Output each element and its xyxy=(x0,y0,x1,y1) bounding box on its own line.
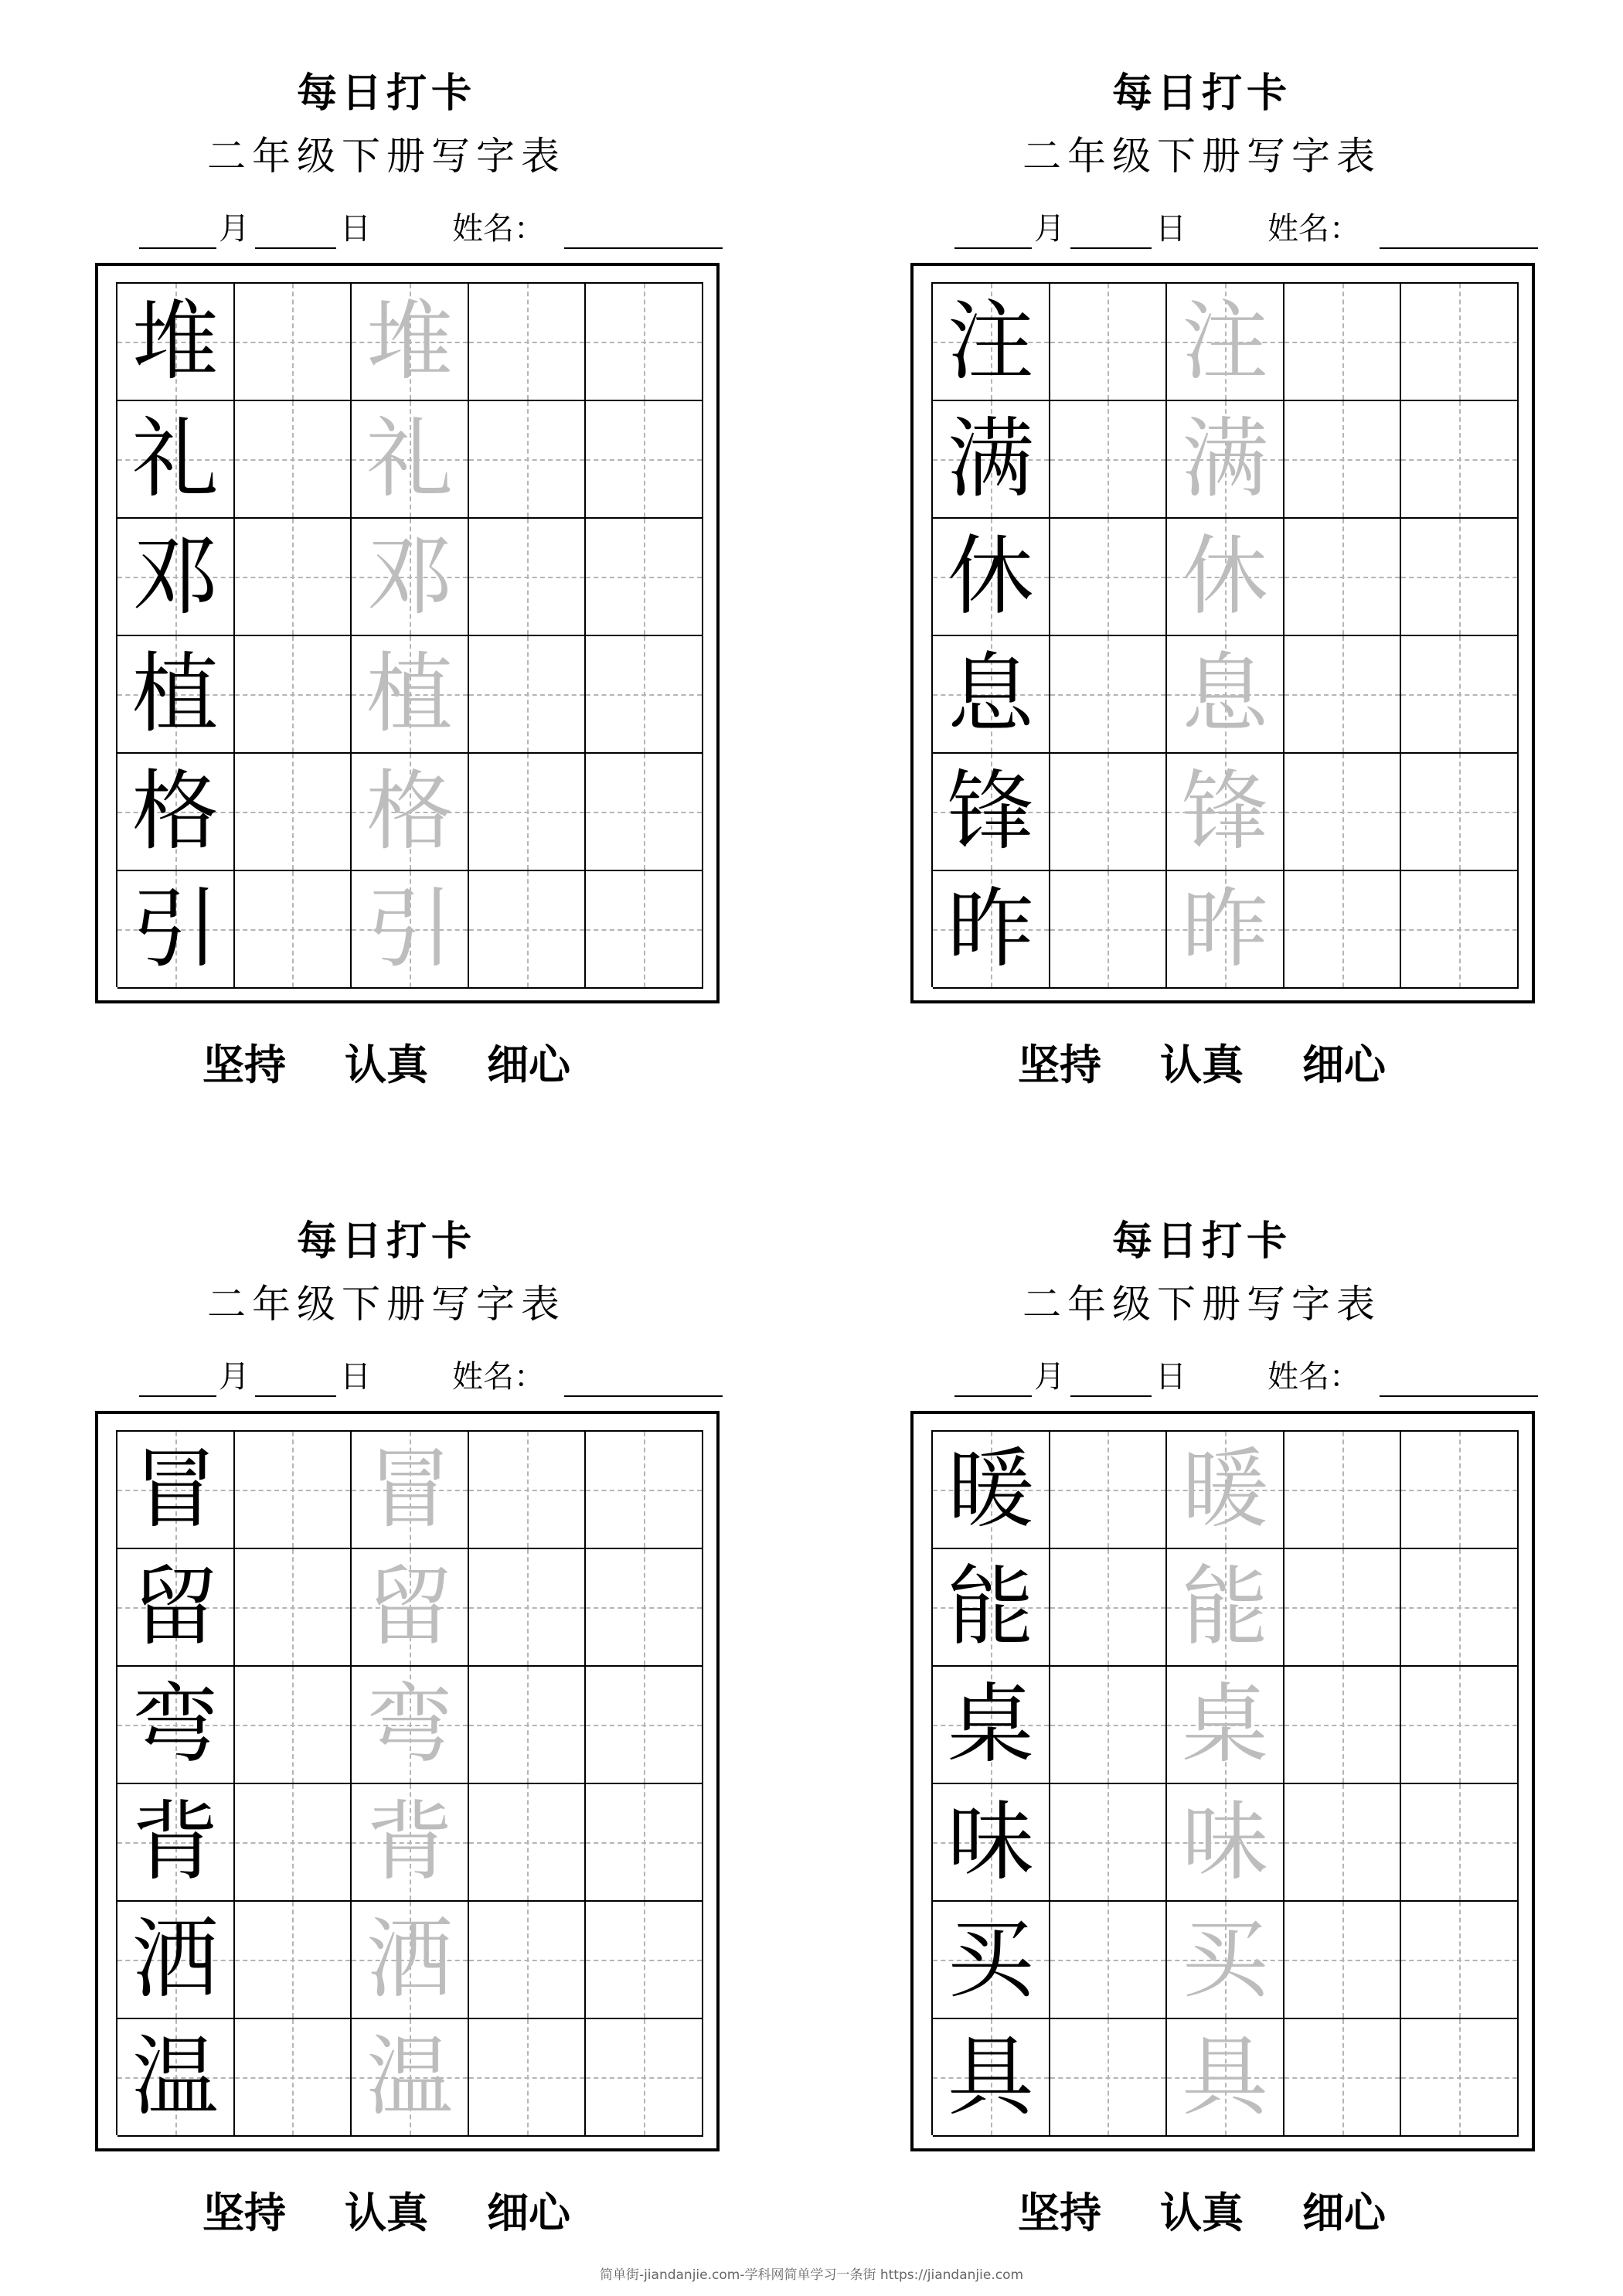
trace-cell xyxy=(1167,1432,1284,1549)
model-cell xyxy=(933,1667,1050,1784)
name-blank[interactable] xyxy=(564,1395,723,1397)
trace-character: 注 xyxy=(1181,291,1268,392)
grid-row xyxy=(933,754,1519,871)
month-label: 月 xyxy=(219,211,250,247)
practice-cell[interactable] xyxy=(235,1667,352,1784)
practice-cell[interactable] xyxy=(586,2019,703,2137)
practice-cell[interactable] xyxy=(235,636,352,754)
model-character: 能 xyxy=(947,1557,1034,1657)
writing-grid xyxy=(931,1430,1519,2135)
trace-character: 暖 xyxy=(1181,1439,1268,1540)
trace-cell xyxy=(1167,2019,1284,2137)
model-character: 满 xyxy=(947,409,1034,509)
model-cell xyxy=(117,1784,235,1902)
practice-cell[interactable] xyxy=(586,401,703,519)
footer-watermark: 简单街-jiandanjie.com-学科网简单学习一条街 https://jiandanjie.com xyxy=(599,2267,1024,2283)
practice-cell[interactable] xyxy=(469,754,587,871)
practice-cell[interactable] xyxy=(586,636,703,754)
model-character: 留 xyxy=(131,1557,219,1657)
grid-row xyxy=(933,1432,1519,1549)
grid-row xyxy=(933,519,1519,636)
day-label: 日 xyxy=(1155,1359,1186,1395)
motto-word: 坚持 xyxy=(1018,1040,1101,1089)
grid-row xyxy=(933,401,1519,519)
name-label: 姓名： xyxy=(1267,211,1360,247)
practice-cell[interactable] xyxy=(1284,284,1402,401)
practice-cell[interactable] xyxy=(235,1902,352,2019)
motto-word: 细心 xyxy=(487,2188,570,2237)
model-cell xyxy=(117,519,235,636)
trace-cell xyxy=(1167,1902,1284,2019)
name-label: 姓名： xyxy=(1267,1359,1360,1395)
date-name-line xyxy=(815,207,1588,254)
practice-cell[interactable] xyxy=(469,284,587,401)
practice-cell[interactable] xyxy=(235,519,352,636)
name-blank[interactable] xyxy=(1380,247,1538,249)
practice-cell[interactable] xyxy=(1401,871,1519,989)
grid-row xyxy=(933,284,1519,401)
practice-cell[interactable] xyxy=(1284,2019,1402,2137)
grid-row xyxy=(117,754,703,871)
practice-cell[interactable] xyxy=(1050,284,1168,401)
trace-character: 买 xyxy=(1181,1909,1268,2010)
model-character: 邓 xyxy=(131,526,219,627)
grid-row xyxy=(117,636,703,754)
trace-character: 弯 xyxy=(366,1674,453,1775)
practice-cell[interactable] xyxy=(469,401,587,519)
practice-cell[interactable] xyxy=(1284,1432,1402,1549)
model-character: 注 xyxy=(947,291,1034,392)
trace-character: 桌 xyxy=(1181,1674,1268,1775)
trace-cell xyxy=(1167,754,1284,871)
trace-cell xyxy=(352,519,469,636)
model-cell xyxy=(117,1902,235,2019)
trace-character: 温 xyxy=(366,2027,453,2127)
day-label: 日 xyxy=(340,211,371,247)
date-name-line xyxy=(0,1355,773,1402)
model-cell xyxy=(933,1549,1050,1667)
motto-word: 坚持 xyxy=(202,1040,286,1089)
name-blank[interactable] xyxy=(564,247,723,249)
model-character: 礼 xyxy=(131,409,219,509)
card-subtitle: 二年级下册写字表 xyxy=(207,1282,566,1327)
practice-cell[interactable] xyxy=(1050,1784,1168,1902)
grid-row xyxy=(933,1784,1519,1902)
model-cell xyxy=(117,1549,235,1667)
practice-cell[interactable] xyxy=(586,284,703,401)
trace-cell xyxy=(352,1784,469,1902)
motto-word: 认真 xyxy=(345,2188,428,2237)
practice-cell[interactable] xyxy=(469,1667,587,1784)
trace-cell xyxy=(352,2019,469,2137)
practice-cell[interactable] xyxy=(1284,871,1402,989)
motto-word: 坚持 xyxy=(202,2188,286,2237)
card-title: 每日打卡 xyxy=(296,1218,476,1265)
practice-cell[interactable] xyxy=(1284,1784,1402,1902)
trace-cell xyxy=(1167,1549,1284,1667)
practice-cell[interactable] xyxy=(1050,1432,1168,1549)
model-character: 锋 xyxy=(947,761,1034,862)
practice-cell[interactable] xyxy=(1284,401,1402,519)
practice-cell[interactable] xyxy=(235,2019,352,2137)
name-blank[interactable] xyxy=(1380,1395,1538,1397)
trace-cell xyxy=(1167,1667,1284,1784)
model-cell xyxy=(933,1432,1050,1549)
model-cell xyxy=(117,871,235,989)
grid-row xyxy=(117,1549,703,1667)
practice-cell[interactable] xyxy=(1401,1667,1519,1784)
practice-cell[interactable] xyxy=(586,1549,703,1667)
practice-cell[interactable] xyxy=(1050,519,1168,636)
practice-cell[interactable] xyxy=(586,1784,703,1902)
practice-cell[interactable] xyxy=(469,1784,587,1902)
practice-cell[interactable] xyxy=(1401,1549,1519,1667)
practice-cell[interactable] xyxy=(1284,754,1402,871)
model-character: 息 xyxy=(947,644,1034,744)
grid-row xyxy=(117,1784,703,1902)
month-label: 月 xyxy=(1034,1359,1065,1395)
model-character: 买 xyxy=(947,1909,1034,2010)
model-character: 昨 xyxy=(947,879,1034,979)
motto-line xyxy=(0,2180,773,2240)
trace-character: 格 xyxy=(366,761,453,862)
trace-character: 留 xyxy=(366,1557,453,1657)
practice-cell[interactable] xyxy=(235,401,352,519)
worksheet-card xyxy=(815,0,1588,1144)
motto-word: 细心 xyxy=(487,1040,570,1089)
model-cell xyxy=(117,636,235,754)
practice-cell[interactable] xyxy=(586,871,703,989)
trace-character: 冒 xyxy=(366,1439,453,1540)
model-cell xyxy=(933,1784,1050,1902)
model-cell xyxy=(933,284,1050,401)
month-blank[interactable] xyxy=(139,1395,216,1397)
day-label: 日 xyxy=(340,1359,371,1395)
month-blank[interactable] xyxy=(954,247,1032,249)
practice-cell[interactable] xyxy=(1401,284,1519,401)
practice-cell[interactable] xyxy=(1050,754,1168,871)
practice-cell[interactable] xyxy=(586,1902,703,2019)
grid-row xyxy=(117,2019,703,2137)
practice-cell[interactable] xyxy=(1401,401,1519,519)
practice-cell[interactable] xyxy=(469,636,587,754)
model-character: 冒 xyxy=(131,1439,219,1540)
card-title: 每日打卡 xyxy=(296,70,476,117)
practice-cell[interactable] xyxy=(1050,1549,1168,1667)
model-cell xyxy=(117,2019,235,2137)
trace-character: 昨 xyxy=(1181,879,1268,979)
card-subtitle: 二年级下册写字表 xyxy=(207,134,566,179)
trace-cell xyxy=(352,1432,469,1549)
grid-row xyxy=(117,871,703,989)
practice-cell[interactable] xyxy=(586,754,703,871)
model-cell xyxy=(933,401,1050,519)
practice-cell[interactable] xyxy=(235,871,352,989)
motto-word: 认真 xyxy=(1160,1040,1244,1089)
practice-cell[interactable] xyxy=(469,2019,587,2137)
motto-line xyxy=(0,1032,773,1092)
trace-cell xyxy=(1167,1784,1284,1902)
trace-cell xyxy=(1167,284,1284,401)
trace-cell xyxy=(352,284,469,401)
month-label: 月 xyxy=(1034,211,1065,247)
practice-cell[interactable] xyxy=(1401,1784,1519,1902)
practice-cell[interactable] xyxy=(469,871,587,989)
grid-row xyxy=(117,1667,703,1784)
trace-character: 背 xyxy=(366,1792,453,1892)
trace-character: 洒 xyxy=(366,1909,453,2010)
trace-cell xyxy=(352,1902,469,2019)
trace-character: 堆 xyxy=(366,291,453,392)
practice-cell[interactable] xyxy=(586,519,703,636)
day-blank[interactable] xyxy=(1070,247,1152,249)
model-character: 温 xyxy=(131,2027,219,2127)
practice-cell[interactable] xyxy=(469,1902,587,2019)
trace-cell xyxy=(1167,519,1284,636)
model-cell xyxy=(117,284,235,401)
practice-cell[interactable] xyxy=(235,1432,352,1549)
worksheet-card xyxy=(0,0,773,1144)
trace-character: 满 xyxy=(1181,409,1268,509)
worksheet-card xyxy=(0,1148,773,2292)
trace-cell xyxy=(352,871,469,989)
model-cell xyxy=(933,2019,1050,2137)
grid-row xyxy=(933,636,1519,754)
practice-cell[interactable] xyxy=(1284,1667,1402,1784)
trace-character: 引 xyxy=(366,879,453,979)
trace-cell xyxy=(1167,871,1284,989)
trace-cell xyxy=(352,401,469,519)
trace-cell xyxy=(352,1667,469,1784)
trace-character: 锋 xyxy=(1181,761,1268,862)
card-subtitle: 二年级下册写字表 xyxy=(1022,1282,1381,1327)
grid-row xyxy=(933,871,1519,989)
practice-cell[interactable] xyxy=(469,519,587,636)
grid-row xyxy=(117,284,703,401)
practice-cell[interactable] xyxy=(1050,2019,1168,2137)
grid-row xyxy=(933,1902,1519,2019)
day-blank[interactable] xyxy=(255,247,336,249)
practice-cell[interactable] xyxy=(1401,754,1519,871)
trace-character: 味 xyxy=(1181,1792,1268,1892)
trace-character: 邓 xyxy=(366,526,453,627)
trace-cell xyxy=(1167,401,1284,519)
model-character: 弯 xyxy=(131,1674,219,1775)
practice-cell[interactable] xyxy=(586,1432,703,1549)
day-blank[interactable] xyxy=(1070,1395,1152,1397)
practice-cell[interactable] xyxy=(1284,636,1402,754)
practice-cell[interactable] xyxy=(1050,1667,1168,1784)
writing-grid xyxy=(116,1430,703,2135)
practice-cell[interactable] xyxy=(1401,1902,1519,2019)
practice-cell[interactable] xyxy=(1050,636,1168,754)
model-cell xyxy=(933,871,1050,989)
model-cell xyxy=(117,1667,235,1784)
model-character: 植 xyxy=(131,644,219,744)
day-blank[interactable] xyxy=(255,1395,336,1397)
practice-cell[interactable] xyxy=(1401,519,1519,636)
motto-word: 认真 xyxy=(345,1040,428,1089)
name-label: 姓名： xyxy=(452,1359,545,1395)
trace-character: 能 xyxy=(1181,1557,1268,1657)
model-character: 格 xyxy=(131,761,219,862)
model-cell xyxy=(933,636,1050,754)
trace-character: 息 xyxy=(1181,644,1268,744)
practice-cell[interactable] xyxy=(1050,401,1168,519)
month-blank[interactable] xyxy=(139,247,216,249)
practice-cell[interactable] xyxy=(1284,1549,1402,1667)
grid-row xyxy=(117,1902,703,2019)
practice-cell[interactable] xyxy=(1284,519,1402,636)
practice-cell[interactable] xyxy=(1284,1902,1402,2019)
model-character: 暖 xyxy=(947,1439,1034,1540)
model-character: 洒 xyxy=(131,1909,219,2010)
trace-character: 休 xyxy=(1181,526,1268,627)
grid-row xyxy=(933,1549,1519,1667)
practice-cell[interactable] xyxy=(586,1667,703,1784)
model-character: 背 xyxy=(131,1792,219,1892)
trace-character: 礼 xyxy=(366,409,453,509)
trace-cell xyxy=(352,1549,469,1667)
card-subtitle: 二年级下册写字表 xyxy=(1022,134,1381,179)
model-character: 休 xyxy=(947,526,1034,627)
writing-grid-frame xyxy=(910,1411,1535,2151)
grid-row xyxy=(117,401,703,519)
model-cell xyxy=(117,401,235,519)
practice-cell[interactable] xyxy=(235,1784,352,1902)
practice-cell[interactable] xyxy=(1050,1902,1168,2019)
model-character: 味 xyxy=(947,1792,1034,1892)
motto-line xyxy=(815,2180,1588,2240)
date-name-line xyxy=(0,207,773,254)
practice-cell[interactable] xyxy=(235,754,352,871)
trace-cell xyxy=(1167,636,1284,754)
motto-word: 细心 xyxy=(1302,2188,1386,2237)
date-name-line xyxy=(815,1355,1588,1402)
writing-grid-frame xyxy=(95,1411,720,2151)
day-label: 日 xyxy=(1155,211,1186,247)
model-cell xyxy=(933,754,1050,871)
month-blank[interactable] xyxy=(954,1395,1032,1397)
worksheet-card xyxy=(815,1148,1588,2292)
practice-cell[interactable] xyxy=(1401,636,1519,754)
writing-grid xyxy=(931,282,1519,987)
model-character: 桌 xyxy=(947,1674,1034,1775)
card-title: 每日打卡 xyxy=(1111,1218,1291,1265)
practice-cell[interactable] xyxy=(235,284,352,401)
month-label: 月 xyxy=(219,1359,250,1395)
practice-cell[interactable] xyxy=(1401,2019,1519,2137)
practice-cell[interactable] xyxy=(1050,871,1168,989)
trace-cell xyxy=(352,636,469,754)
trace-character: 植 xyxy=(366,644,453,744)
card-title: 每日打卡 xyxy=(1111,70,1291,117)
grid-row xyxy=(117,1432,703,1549)
motto-word: 认真 xyxy=(1160,2188,1244,2237)
motto-line xyxy=(815,1032,1588,1092)
model-character: 具 xyxy=(947,2027,1034,2127)
motto-word: 坚持 xyxy=(1018,2188,1101,2237)
model-character: 引 xyxy=(131,879,219,979)
grid-row xyxy=(933,1667,1519,1784)
trace-cell xyxy=(352,754,469,871)
writing-grid xyxy=(116,282,703,987)
practice-cell[interactable] xyxy=(469,1432,587,1549)
practice-cell[interactable] xyxy=(1401,1432,1519,1549)
model-cell xyxy=(117,754,235,871)
grid-row xyxy=(933,2019,1519,2137)
writing-grid-frame xyxy=(910,263,1535,1003)
writing-grid-frame xyxy=(95,263,720,1003)
model-character: 堆 xyxy=(131,291,219,392)
model-cell xyxy=(933,1902,1050,2019)
model-cell xyxy=(933,519,1050,636)
trace-character: 具 xyxy=(1181,2027,1268,2127)
name-label: 姓名： xyxy=(452,211,545,247)
practice-cell[interactable] xyxy=(469,1549,587,1667)
grid-row xyxy=(117,519,703,636)
motto-word: 细心 xyxy=(1302,1040,1386,1089)
practice-cell[interactable] xyxy=(235,1549,352,1667)
model-cell xyxy=(117,1432,235,1549)
